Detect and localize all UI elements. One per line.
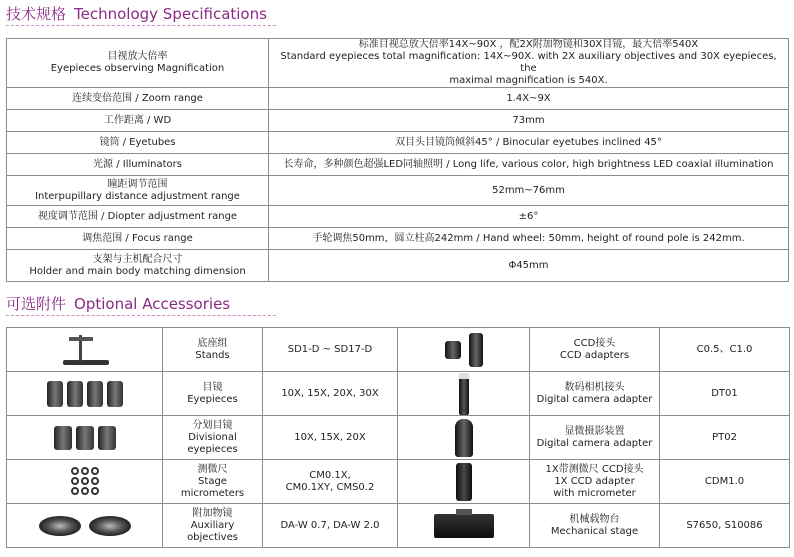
- accessory-name: 机械载物台 Mechanical stage: [530, 504, 660, 548]
- stage-micrometer-icon: [7, 460, 163, 504]
- spec-label: 连续变倍范围 / Zoom range: [7, 88, 269, 110]
- spec-value: ±6°: [269, 206, 789, 228]
- table-row: [7, 176, 789, 206]
- spec-value: 双目头目镜筒倾斜45° / Binocular eyetubes inclined 45°: [269, 132, 789, 154]
- accessory-model: C0.5、C1.0: [660, 328, 790, 372]
- table-row: [7, 460, 790, 504]
- spec-label: 光源 / Illuminators: [7, 154, 269, 176]
- stand-icon: [7, 328, 163, 372]
- table-row: [7, 154, 789, 176]
- projection-adapter-icon: [398, 416, 530, 460]
- table-row: [7, 132, 789, 154]
- ccd-micrometer-icon: [398, 460, 530, 504]
- spec-label: 工作距离 / WD: [7, 110, 269, 132]
- table-row: [7, 88, 789, 110]
- accessories-title-underline: [6, 315, 276, 316]
- spec-value: Φ45mm: [269, 250, 789, 282]
- spec-value: 1.4X~9X: [269, 88, 789, 110]
- auxiliary-objective-icon: [7, 504, 163, 548]
- spec-label: 瞳距调节范围 Interpupillary distance adjustment range: [7, 176, 269, 206]
- table-row: [7, 328, 790, 372]
- accessory-name: CCD接头 CCD adapters: [530, 328, 660, 372]
- accessory-model: DT01: [660, 372, 790, 416]
- table-row: [7, 416, 790, 460]
- table-row: [7, 110, 789, 132]
- ccd-adapter-icon: [398, 328, 530, 372]
- accessory-name: 目镜 Eyepieces: [163, 372, 263, 416]
- accessory-model: 10X, 15X, 20X: [263, 416, 398, 460]
- specifications-table: [6, 38, 789, 282]
- spec-value: 长寿命，多种颜色超强LED同轴照明 / Long life, various color, high brightness LED coaxial illumination: [269, 154, 789, 176]
- camera-adapter-icon: [398, 372, 530, 416]
- spec-label: 支架与主机配合尺寸 Holder and main body matching dimension: [7, 250, 269, 282]
- accessory-model: PT02: [660, 416, 790, 460]
- accessory-name: 1X带测微尺 CCD接头 1X CCD adapter with micrometer: [530, 460, 660, 504]
- spec-label: 镜筒 / Eyetubes: [7, 132, 269, 154]
- spec-label: 视度调节范围 / Diopter adjustment range: [7, 206, 269, 228]
- spec-value: 手轮调焦50mm，圆立柱高242mm / Hand wheel: 50mm, height of round pole is 242mm.: [269, 228, 789, 250]
- accessory-name: 附加物镜 Auxiliary objectives: [163, 504, 263, 548]
- spec-value: 73mm: [269, 110, 789, 132]
- accessories-section-title: 可选附件 Optional Accessories: [6, 295, 231, 313]
- eyepiece-icon: [7, 372, 163, 416]
- accessory-name: 分划目镜 Divisional eyepieces: [163, 416, 263, 460]
- spec-label: 目视放大倍率 Eyepieces observing Magnification: [7, 39, 269, 88]
- accessory-model: CM0.1X, CM0.1XY, CMS0.2: [263, 460, 398, 504]
- accessory-model: 10X, 15X, 20X, 30X: [263, 372, 398, 416]
- table-row: [7, 504, 790, 548]
- table-row: [7, 39, 789, 88]
- table-row: [7, 250, 789, 282]
- table-row: [7, 228, 789, 250]
- accessory-model: SD1-D ~ SD17-D: [263, 328, 398, 372]
- divisional-eyepiece-icon: [7, 416, 163, 460]
- spec-value: 52mm~76mm: [269, 176, 789, 206]
- accessory-name: 数码相机接头 Digital camera adapter: [530, 372, 660, 416]
- spec-value: 标准目视总放大倍率14X~90X ，配2X附加物镜和30X目镜，最大倍率540X Standard eyepieces total magnification: 14X~90X. with 2X auxiliary objectives and 30X eyepieces, the maximal magnification is 540X.: [269, 39, 789, 88]
- table-row: [7, 206, 789, 228]
- table-row: [7, 372, 790, 416]
- spec-label: 调焦范围 / Focus range: [7, 228, 269, 250]
- accessory-model: DA-W 0.7, DA-W 2.0: [263, 504, 398, 548]
- accessories-table: [6, 327, 790, 548]
- accessory-name: 底座组 Stands: [163, 328, 263, 372]
- accessory-name: 显微摄影装置 Digital camera adapter: [530, 416, 660, 460]
- specs-section-title: 技术规格 Technology Specifications: [6, 5, 267, 23]
- accessory-name: 测微尺 Stage micrometers: [163, 460, 263, 504]
- accessory-model: S7650, S10086: [660, 504, 790, 548]
- accessory-model: CDM1.0: [660, 460, 790, 504]
- mechanical-stage-icon: [398, 504, 530, 548]
- specs-title-underline: [6, 25, 276, 26]
